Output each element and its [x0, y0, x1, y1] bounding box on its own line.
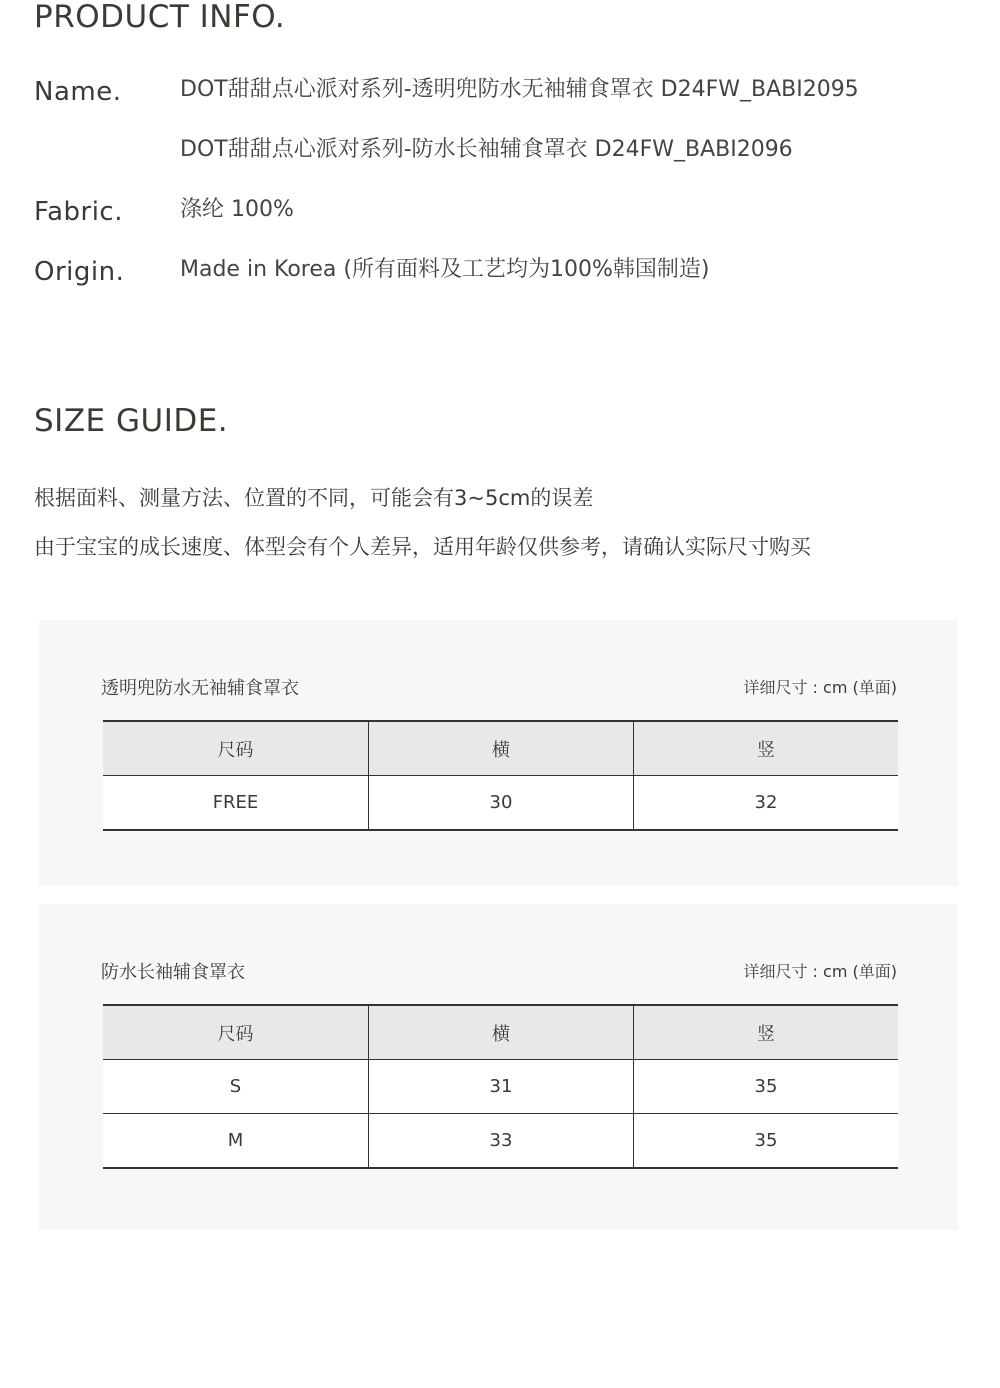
- size-guide-title: SIZE GUIDE.: [34, 403, 229, 439]
- table-header-row: [103, 721, 898, 776]
- header-length: 竖: [634, 1005, 899, 1060]
- size-table-panel-1: [39, 620, 958, 886]
- cell-length: 32: [634, 776, 899, 831]
- table-row: [103, 776, 898, 831]
- name-label: Name.: [34, 77, 122, 107]
- size-table-panel-2: [39, 904, 958, 1230]
- cell-size: S: [103, 1060, 369, 1114]
- cell-length: 35: [634, 1060, 899, 1114]
- header-width: 横: [369, 1005, 634, 1060]
- cell-length: 35: [634, 1114, 899, 1169]
- origin-label: Origin.: [34, 257, 125, 287]
- table-header-row: [103, 1005, 898, 1060]
- cell-width: 30: [369, 776, 634, 831]
- header-length: 竖: [634, 721, 899, 776]
- header-size: 尺码: [103, 721, 369, 776]
- size-table-title: 透明兜防水无袖辅食罩衣: [101, 678, 299, 699]
- fabric-value: 涤纶 100%: [180, 197, 294, 222]
- size-table: [103, 1004, 898, 1169]
- origin-value: Made in Korea (所有面料及工艺均为100%韩国制造): [180, 257, 710, 282]
- header-size: 尺码: [103, 1005, 369, 1060]
- size-table-unit: 详细尺寸 : cm (单面): [743, 678, 897, 697]
- size-note-2: 由于宝宝的成长速度、体型会有个人差异，适用年龄仅供参考，请确认实际尺寸购买: [34, 535, 811, 559]
- product-info-title: PRODUCT INFO.: [34, 0, 286, 35]
- size-note-1: 根据面料、测量方法、位置的不同，可能会有3~5cm的误差: [34, 486, 594, 510]
- product-name-1: DOT甜甜点心派对系列-透明兜防水无袖辅食罩衣 D24FW_BABI2095: [180, 77, 859, 102]
- table-row: [103, 1114, 898, 1169]
- cell-width: 31: [369, 1060, 634, 1114]
- size-table-title: 防水长袖辅食罩衣: [101, 962, 245, 983]
- cell-size: M: [103, 1114, 369, 1169]
- cell-size: FREE: [103, 776, 369, 831]
- table-row: [103, 1060, 898, 1114]
- product-name-2: DOT甜甜点心派对系列-防水长袖辅食罩衣 D24FW_BABI2096: [180, 137, 793, 162]
- cell-width: 33: [369, 1114, 634, 1169]
- fabric-label: Fabric.: [34, 197, 123, 227]
- size-table: [103, 720, 898, 831]
- size-table-unit: 详细尺寸 : cm (单面): [743, 962, 897, 981]
- header-width: 横: [369, 721, 634, 776]
